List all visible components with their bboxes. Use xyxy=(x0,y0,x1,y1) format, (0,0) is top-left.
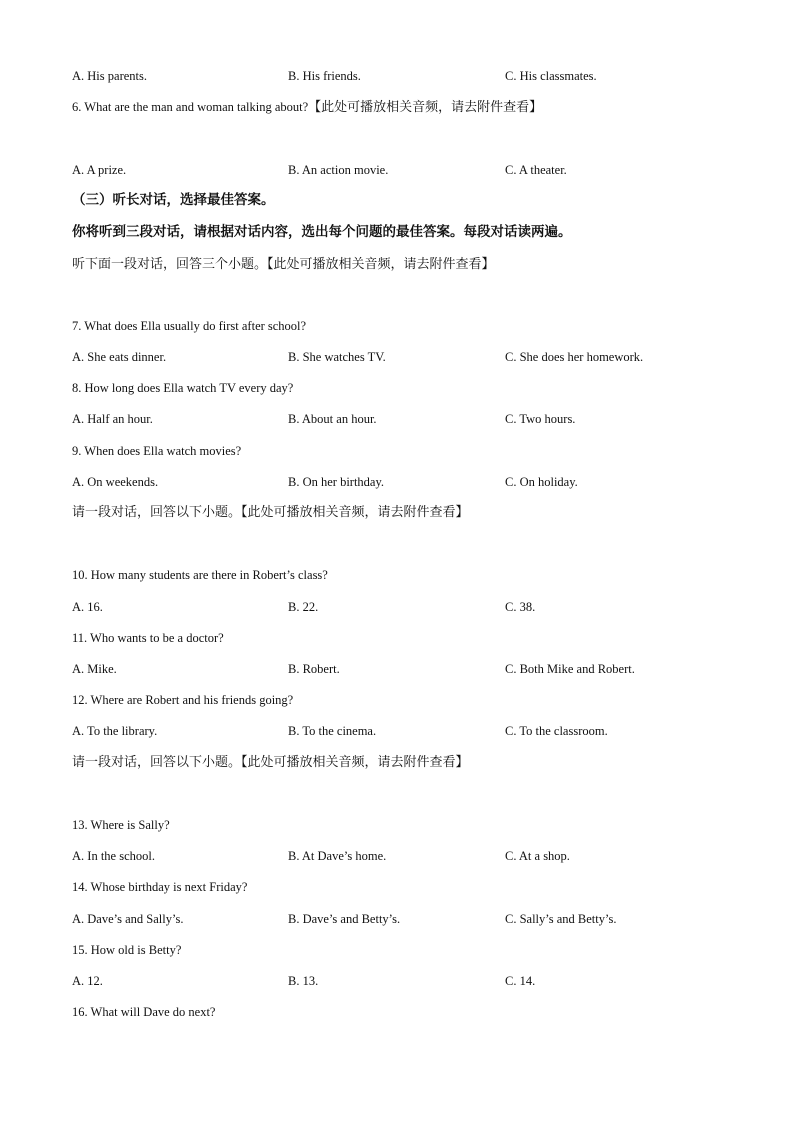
q9-option-c: C. On holiday. xyxy=(505,475,578,489)
dialog1-intro[interactable]: 听下面一段对话，回答三个小题。【此处可播放相关音频，请去附件查看】 xyxy=(72,257,495,272)
q6-option-a: A. A prize. xyxy=(72,163,127,177)
q9-question: 9. When does Ella watch movies? xyxy=(72,444,242,458)
q10-question: 10. How many students are there in Robert’s class? xyxy=(72,568,328,582)
q5-option-a: A. His parents. xyxy=(72,69,147,83)
q8-option-b: B. About an hour. xyxy=(288,412,377,426)
q14-option-b: B. Dave’s and Betty’s. xyxy=(288,912,401,926)
q11-option-c: C. Both Mike and Robert. xyxy=(505,662,635,676)
q13-question: 13. Where is Sally? xyxy=(72,818,170,832)
q11-option-b: B. Robert. xyxy=(288,662,340,676)
q6-option-c: C. A theater. xyxy=(505,163,567,177)
q14-option-c: C. Sally’s and Betty’s. xyxy=(505,912,617,926)
q6-option-b: B. An action movie. xyxy=(288,163,389,177)
q12-option-c: C. To the classroom. xyxy=(505,724,608,738)
q13-option-c: C. At a shop. xyxy=(505,849,570,863)
q5-option-b: B. His friends. xyxy=(288,69,361,83)
q13-option-a: A. In the school. xyxy=(72,849,155,863)
q10-option-a: A. 16. xyxy=(72,600,103,614)
q11-option-a: A. Mike. xyxy=(72,662,117,676)
q7-option-a: A. She eats dinner. xyxy=(72,350,167,364)
q7-question: 7. What does Ella usually do first after school? xyxy=(72,319,307,333)
q8-question: 8. How long does Ella watch TV every day? xyxy=(72,381,294,395)
q10-option-b: B. 22. xyxy=(288,600,319,614)
dialog2-intro[interactable]: 请一段对话，回答以下小题。【此处可播放相关音频，请去附件查看】 xyxy=(72,505,469,520)
q7-option-c: C. She does her homework. xyxy=(505,350,644,364)
section3-instruction: 你将听到三段对话，请根据对话内容，选出每个问题的最佳答案。每段对话读两遍。 xyxy=(72,224,572,240)
q15-option-a: A. 12. xyxy=(72,974,103,988)
q14-question: 14. Whose birthday is next Friday? xyxy=(72,880,248,894)
q10-option-c: C. 38. xyxy=(505,600,536,614)
q6-audio-link[interactable]: 【此处可播放相关音频，请去附件查看】 xyxy=(308,100,543,115)
section3-title: （三）听长对话，选择最佳答案。 xyxy=(72,192,275,208)
q14-option-a: A. Dave’s and Sally’s. xyxy=(72,912,184,926)
q9-option-a: A. On weekends. xyxy=(72,475,159,489)
q5-option-c: C. His classmates. xyxy=(505,69,597,83)
q12-option-b: B. To the cinema. xyxy=(288,724,377,738)
q8-option-a: A. Half an hour. xyxy=(72,412,153,426)
q15-question: 15. How old is Betty? xyxy=(72,943,182,957)
q15-option-c: C. 14. xyxy=(505,974,536,988)
q16-question: 16. What will Dave do next? xyxy=(72,1005,216,1019)
q6-question-line xyxy=(72,99,542,116)
q7-option-b: B. She watches TV. xyxy=(288,350,386,364)
q6-question: 6. What are the man and woman talking about? xyxy=(72,100,309,114)
q11-question: 11. Who wants to be a doctor? xyxy=(72,631,224,645)
q12-question: 12. Where are Robert and his friends going? xyxy=(72,693,294,707)
q12-option-a: A. To the library. xyxy=(72,724,158,738)
q13-option-b: B. At Dave’s home. xyxy=(288,849,387,863)
q9-option-b: B. On her birthday. xyxy=(288,475,385,489)
q15-option-b: B. 13. xyxy=(288,974,319,988)
dialog3-intro[interactable]: 请一段对话，回答以下小题。【此处可播放相关音频，请去附件查看】 xyxy=(72,755,469,770)
q8-option-c: C. Two hours. xyxy=(505,412,576,426)
